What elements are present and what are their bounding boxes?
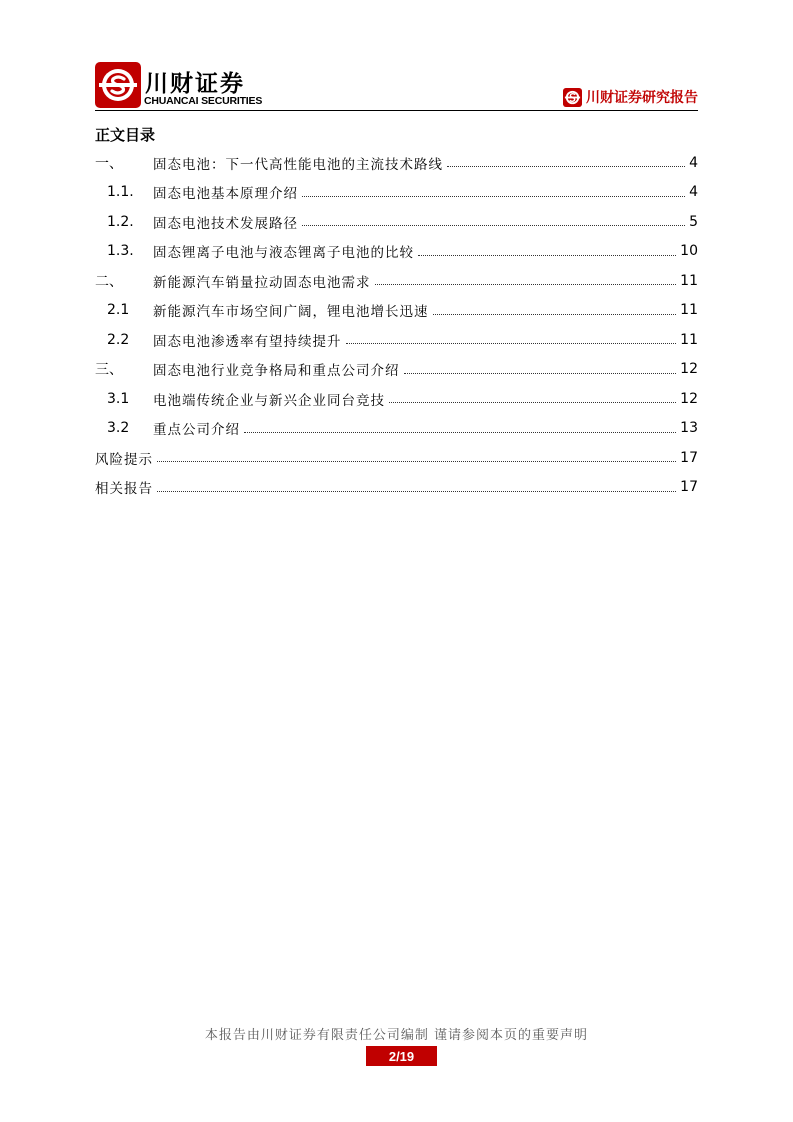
- toc-dot-leader: [375, 272, 677, 285]
- toc-entry-number: 2.2: [107, 331, 130, 348]
- footer-disclaimer: 本报告由川财证券有限责任公司编制 谨请参阅本页的重要声明: [204, 1028, 589, 1043]
- toc-dot-leader: [244, 420, 676, 433]
- report-label: [563, 87, 698, 107]
- toc-entry-page: 4: [689, 184, 698, 201]
- chuancai-logo-icon: [95, 62, 141, 108]
- toc-entry-title: 相关报告: [95, 481, 153, 498]
- toc-dot-leader: [418, 243, 676, 256]
- toc-entry[interactable]: [95, 443, 698, 473]
- report-label-text: 川财证券研究报告: [586, 90, 698, 106]
- toc-entry-title: 固态锂离子电池与液态锂离子电池的比较: [153, 245, 414, 262]
- toc-entry-number: 3.2: [107, 420, 130, 437]
- company-name-en: CHUANCAI SECURITIES: [144, 95, 263, 107]
- company-logo: [95, 62, 263, 110]
- toc-entry-title: 重点公司介绍: [153, 422, 240, 439]
- toc-entry-title: 固态电池技术发展路径: [153, 215, 298, 232]
- toc-entry-title: 新能源汽车销量拉动固态电池需求: [153, 274, 371, 291]
- company-name-cn: 川财证券: [145, 71, 245, 97]
- toc-dot-leader: [302, 184, 685, 197]
- toc-entry[interactable]: [95, 325, 698, 355]
- toc-entry[interactable]: [95, 414, 698, 444]
- toc-entry-page: 11: [680, 272, 698, 289]
- toc-title: 正文目录: [95, 126, 156, 144]
- toc-entry-page: 11: [680, 302, 698, 319]
- toc-entry-page: 11: [680, 331, 698, 348]
- toc-entry-title: 新能源汽车市场空间广阔，锂电池增长迅速: [153, 304, 429, 321]
- toc-entry-number: 三、: [95, 362, 123, 379]
- toc-entry-title: 电池端传统企业与新兴企业同台竞技: [153, 392, 385, 409]
- header-divider: [95, 110, 698, 111]
- toc-dot-leader: [346, 331, 677, 344]
- toc-entry-page: 10: [680, 243, 698, 260]
- toc-entry[interactable]: [95, 178, 698, 208]
- toc-entry[interactable]: [95, 296, 698, 326]
- toc-entry-page: 17: [680, 449, 698, 466]
- toc-entry-title: 固态电池渗透率有望持续提升: [153, 333, 342, 350]
- toc-dot-leader: [447, 154, 685, 167]
- toc-entry-page: 12: [680, 390, 698, 407]
- toc-dot-leader: [404, 361, 677, 374]
- toc-dot-leader: [389, 390, 676, 403]
- toc-entry-page: 12: [680, 361, 698, 378]
- toc-entry[interactable]: [95, 473, 698, 503]
- toc-entry[interactable]: [95, 148, 698, 178]
- toc-entry[interactable]: [95, 355, 698, 385]
- chuancai-mini-logo-icon: [563, 88, 582, 107]
- toc-entry-title: 固态电池：下一代高性能电池的主流技术路线: [153, 156, 443, 173]
- toc-entry-number: 1.2.: [107, 213, 134, 230]
- toc-entry-number: 2.1: [107, 302, 130, 319]
- table-of-contents: [95, 148, 698, 502]
- toc-entry-page: 17: [680, 479, 698, 496]
- toc-entry-title: 固态电池基本原理介绍: [153, 186, 298, 203]
- toc-entry-number: 二、: [95, 273, 123, 290]
- toc-entry[interactable]: [95, 266, 698, 296]
- toc-entry-title: 风险提示: [95, 451, 153, 468]
- toc-entry-number: 一、: [95, 155, 123, 172]
- toc-entry-page: 5: [689, 213, 698, 230]
- toc-dot-leader: [157, 479, 676, 492]
- toc-entry[interactable]: [95, 237, 698, 267]
- toc-entry-number: 1.3.: [107, 243, 134, 260]
- toc-entry-number: 3.1: [107, 390, 130, 407]
- toc-entry-title: 固态电池行业竞争格局和重点公司介绍: [153, 363, 400, 380]
- toc-entry-page: 13: [680, 420, 698, 437]
- toc-entry[interactable]: [95, 384, 698, 414]
- toc-dot-leader: [157, 449, 676, 462]
- toc-entry-number: 1.1.: [107, 184, 134, 201]
- toc-dot-leader: [302, 213, 685, 226]
- page-number-badge: 2/19: [366, 1046, 437, 1066]
- toc-entry-page: 4: [689, 154, 698, 171]
- toc-dot-leader: [433, 302, 677, 315]
- toc-entry[interactable]: [95, 207, 698, 237]
